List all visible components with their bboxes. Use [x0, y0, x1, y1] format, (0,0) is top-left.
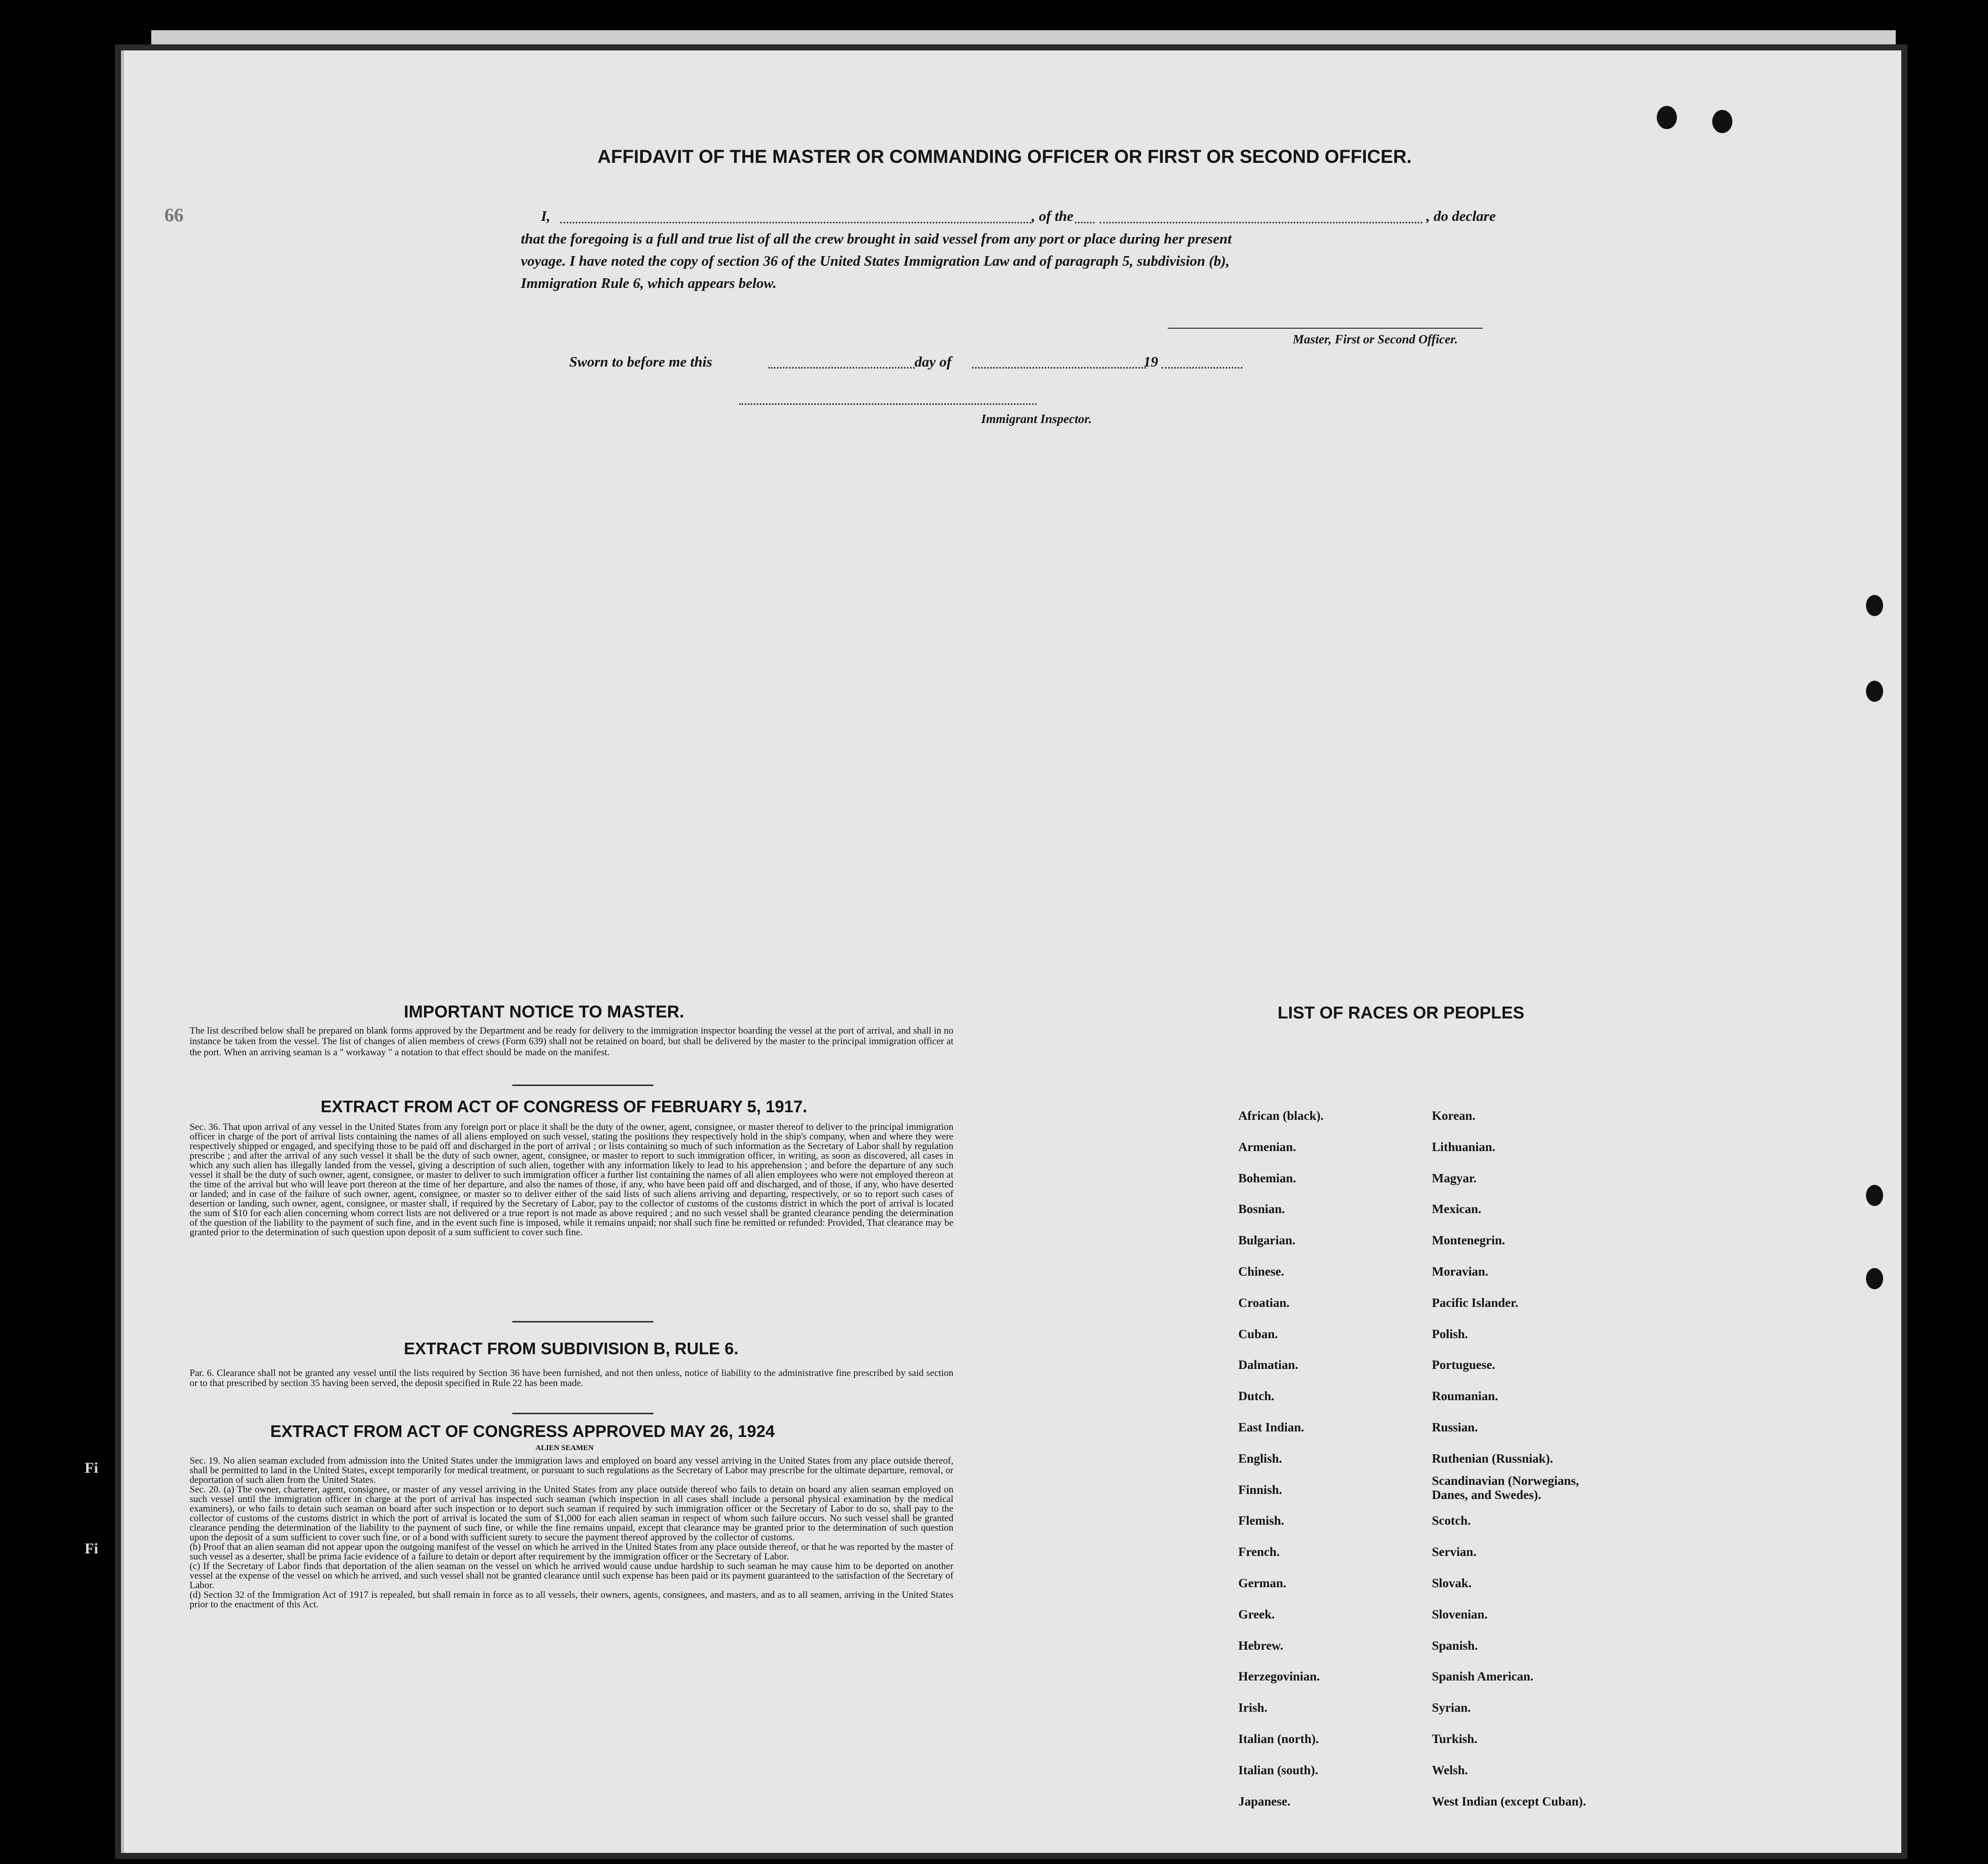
race-item: Dalmatian. [1238, 1358, 1298, 1372]
inspector-label: Immigrant Inspector. [981, 412, 1092, 426]
master-signature-label: Master, First or Second Officer. [1293, 333, 1458, 346]
sec-20b-text: (b) Proof that an alien seaman did not appear upon the outgoing manifest of the vessel on which he arrived in the United States from any place outside thereof, or that he was reported by the master of such vessel as a deserter, shall be prima facie evidence of a failure to detain or deport after requirement by the immigration officer or the Secretary of Labor. [190, 1542, 953, 1562]
sworn-day-line [768, 367, 930, 369]
race-item: Russian. [1432, 1421, 1478, 1434]
race-item: Herzegovinian. [1238, 1670, 1320, 1683]
race-item: German. [1238, 1577, 1287, 1590]
vessel-blank-line [1100, 222, 1422, 223]
sec-19-text: Sec. 19. No alien seaman excluded from admission into the United States under the immigration laws and employed on board any vessel arriving in the United States from any place outside thereof, shall be permitted to land in the United States, except temporarily for medical treatment, or pursuant to such regulations as the Secretary of Labor may prescribe for the ultimate departure, removal, or deportation of such alien from the United States. [190, 1456, 953, 1485]
day-of-label: day of [915, 354, 952, 370]
race-item: Spanish American. [1432, 1670, 1534, 1683]
affidavit-do-declare: , do declare [1426, 208, 1496, 224]
extract-rule6-heading: EXTRACT FROM SUBDIVISION B, RULE 6. [404, 1339, 739, 1358]
race-item: Polish. [1432, 1328, 1468, 1341]
extract-1924-heading: EXTRACT FROM ACT OF CONGRESS APPROVED MAY 26, 1924 [270, 1422, 775, 1440]
race-item: Syrian. [1432, 1701, 1471, 1715]
sec-20c-text: (c) If the Secretary of Labor finds that deportation of the alien seaman on the vessel on which he arrived would cause undue hardship to such seaman he may cause him to be deported on another vessel at the expense of the vessel on which he arrived, and such vessel shall not be granted clearance until such expense has been paid or its payment guaranteed to the satisfaction of the Secretary of Labor. [190, 1561, 953, 1591]
sworn-label: Sworn to before me this [569, 354, 712, 370]
race-item: Irish. [1238, 1701, 1268, 1715]
race-item: Servian. [1432, 1545, 1477, 1559]
race-item: African (black). [1238, 1109, 1324, 1123]
affidavit-heading: AFFIDAVIT OF THE MASTER OR COMMANDING OFFICER OR FIRST OR SECOND OFFICER. [597, 146, 1412, 167]
inspector-signature-line [739, 403, 1037, 405]
extract-1917-body: Sec. 36. That upon arrival of any vessel in the United States from any foreign port or place it shall be the duty of the owner, agent, consignee, or master thereof to deliver to the principal immigration officer in charge of the port of arrival lists containing the names of all aliens employed on such vessel, stating the positions they respectively hold in the ship's company, when and where they were respectively shipped or engaged, and specifying those to be paid off and discharged in the port of arrival ; or lists containing so much of such information as the Secretary of Labor shall by regulation prescribe ; and after the arrival of any such vessel it shall be the duty of such owner, agent, consignee, or master to report to such immigration officer, in writing, as soon as discovered, all cases in which any such alien has illegally landed from the vessel, giving a description of such alien, together with any information likely to lead to his apprehension ; and before the departure of any such vessel it shall be the duty of such owner, agent, consignee, or master to deliver to such immigration officer a further list containing the names of all alien employees who were not employed thereon at the time of the arrival but who will leave port thereon at the time of her departure, and also the names of those, if any, who have been paid off and discharged, and of those, if any, who have deserted or landed; and in case of the failure of such owner, agent, consignee, or master so to deliver either of the said lists of such aliens arriving and departing, respectively, or so to report such cases of desertion or landing, such owner, agent, consignee, or master shall, if required by the Secretary of Labor, pay to the collector of customs of the customs district in which the port of arrival is located the sum of $10 for each alien concerning whom correct lists are not delivered or a true report is not made as above required ; and no such vessel shall be granted clearance pending the determination of the question of the liability to the payment of such fine, and in the event such fine is imposed, while it remains unpaid; nor shall such fine be remitted or refunded: Provided, That clearance may be granted prior to the determination of such question upon deposit of a sum sufficient to cover such fine. [190, 1122, 953, 1238]
year-prefix: 19 [1143, 354, 1158, 370]
race-item: Japanese. [1238, 1795, 1291, 1809]
manifest-page [85, 50, 1901, 1853]
punch-hole [1712, 110, 1732, 133]
race-item: Mexican. [1432, 1202, 1481, 1216]
race-item: Flemish. [1238, 1514, 1284, 1528]
races-heading: LIST OF RACES OR PEOPLES [1278, 1003, 1525, 1023]
race-item: Dutch. [1238, 1390, 1275, 1403]
edge-mark: Fi [85, 1460, 98, 1476]
race-item: Greek. [1238, 1608, 1275, 1621]
race-item: Italian (north). [1238, 1732, 1319, 1746]
race-item: Cuban. [1238, 1328, 1278, 1341]
punch-hole [1866, 681, 1883, 702]
affidavit-i-label: I, [541, 208, 551, 224]
sworn-month-line [972, 367, 1146, 369]
punch-hole [1866, 1185, 1883, 1206]
affidavit-line-3: voyage. I have noted the copy of section 36 of the United States Immigration Law and of paragraph 5, subdivision (b), [521, 253, 1230, 269]
race-item: Chinese. [1238, 1265, 1284, 1279]
affidavit-of-the: , of the [1032, 208, 1073, 224]
race-item: Finnish. [1238, 1483, 1282, 1497]
race-item: Scandinavian (Norwegians, Danes, and Swedes). [1432, 1474, 1579, 1502]
race-item: Slovenian. [1432, 1608, 1488, 1621]
race-item: Croatian. [1238, 1296, 1290, 1310]
race-item: Roumanian. [1432, 1390, 1498, 1403]
race-item: West Indian (except Cuban). [1432, 1795, 1586, 1809]
race-item: Montenegrin. [1432, 1234, 1505, 1247]
race-item: Lithuanian. [1432, 1140, 1495, 1154]
punch-hole [1866, 1268, 1883, 1289]
sec-20a-text: Sec. 20. (a) The owner, charterer, agent, consignee, or master of any vessel arriving in the United States from any place outside thereof who fails to detain on board any alien seaman employed on such vessel until the immigration officer in charge at the port of arrival has inspected such seaman (which inspection in all cases shall include a personal physical examination by the medical examiners), or who fails to detain such seaman on board after such inspection or to deport such seaman if required by such immigration officer or the Secretary of Labor to do so, shall pay to the collector of customs of the customs district in which the port of arrival is located the sum of $1,000 for each alien seaman in respect of whom such failure occurs. No such vessel shall be granted clearance pending the determination of the liability to the payment of such fine, or while the fine remains unpaid, except that clearance may be granted prior to the determination of such question upon the deposit of a sum sufficient to cover such fine, or of a bond with sufficient surety to secure the payment thereof approved by the collector of customs. [190, 1484, 953, 1543]
extract-1917-heading: EXTRACT FROM ACT OF CONGRESS OF FEBRUARY 5, 1917. [321, 1097, 808, 1116]
race-item: Bosnian. [1238, 1202, 1285, 1216]
punch-hole [1866, 595, 1883, 616]
extract-1924-body [190, 1456, 953, 1609]
race-item: Slovak. [1432, 1577, 1472, 1590]
race-item: Bohemian. [1238, 1172, 1296, 1185]
race-item: Armenian. [1238, 1140, 1296, 1154]
race-item: English. [1238, 1452, 1282, 1466]
race-item: Moravian. [1432, 1265, 1488, 1279]
race-item: Magyar. [1432, 1172, 1477, 1185]
page-number: 66 [164, 205, 184, 226]
race-item: Bulgarian. [1238, 1234, 1296, 1247]
punch-hole [1657, 106, 1677, 129]
race-item: French. [1238, 1545, 1280, 1559]
race-item: Italian (south). [1238, 1764, 1318, 1777]
race-item: East Indian. [1238, 1421, 1304, 1434]
section-divider [512, 1085, 653, 1086]
affidavit-line-2: that the foregoing is a full and true list of all the crew brought in said vessel from any port or place during her present [521, 231, 1232, 247]
section-divider [512, 1413, 653, 1414]
race-item: Ruthenian (Russniak). [1432, 1452, 1553, 1466]
race-item: Hebrew. [1238, 1639, 1284, 1653]
extract-1924-subheading: ALIEN SEAMEN [535, 1444, 594, 1452]
race-item: Pacific Islander. [1432, 1296, 1519, 1310]
section-divider [512, 1321, 653, 1322]
race-item: Welsh. [1432, 1764, 1468, 1777]
sec-20d-text: (d) Section 32 of the Immigration Act of 1917 is repealed, but shall remain in force as to all vessels, their owners, agents, consignees, and masters, and as to all seamen, arriving in the United States prior to the enactment of this Act. [190, 1590, 953, 1610]
race-item: Turkish. [1432, 1732, 1478, 1746]
edge-mark: Fi [85, 1540, 98, 1557]
extract-rule6-body: Par. 6. Clearance shall not be granted any vessel until the lists required by Section 36 have been furnished, and not then unless, notice of liability to the administrative fine prescribed by said section or to that prescribed by section 35 having been served, the deposit specified in Rule 22 has been made. [190, 1368, 953, 1389]
notice-body: The list described below shall be prepared on blank forms approved by the Department and be ready for delivery to the immigration inspector boarding the vessel at the port of arrival, and shall in no instance be taken from the vessel. The list of changes of alien members of crews (Form 639) shall not be retained on board, but shall be delivered by the master to the principal immigration officer at the port. When an arriving seaman is a " workaway " a notation to that effect should be made on the manifest. [190, 1026, 953, 1058]
master-signature-line [1168, 328, 1483, 329]
race-item: Portuguese. [1432, 1358, 1495, 1372]
race-item: Spanish. [1432, 1639, 1478, 1653]
race-item: Scotch. [1432, 1514, 1471, 1528]
name-blank-line [560, 222, 1095, 223]
notice-heading: IMPORTANT NOTICE TO MASTER. [404, 1002, 684, 1021]
sworn-year-line [1162, 367, 1242, 369]
affidavit-line-4: Immigration Rule 6, which appears below. [521, 275, 777, 291]
race-item: Korean. [1432, 1109, 1476, 1123]
